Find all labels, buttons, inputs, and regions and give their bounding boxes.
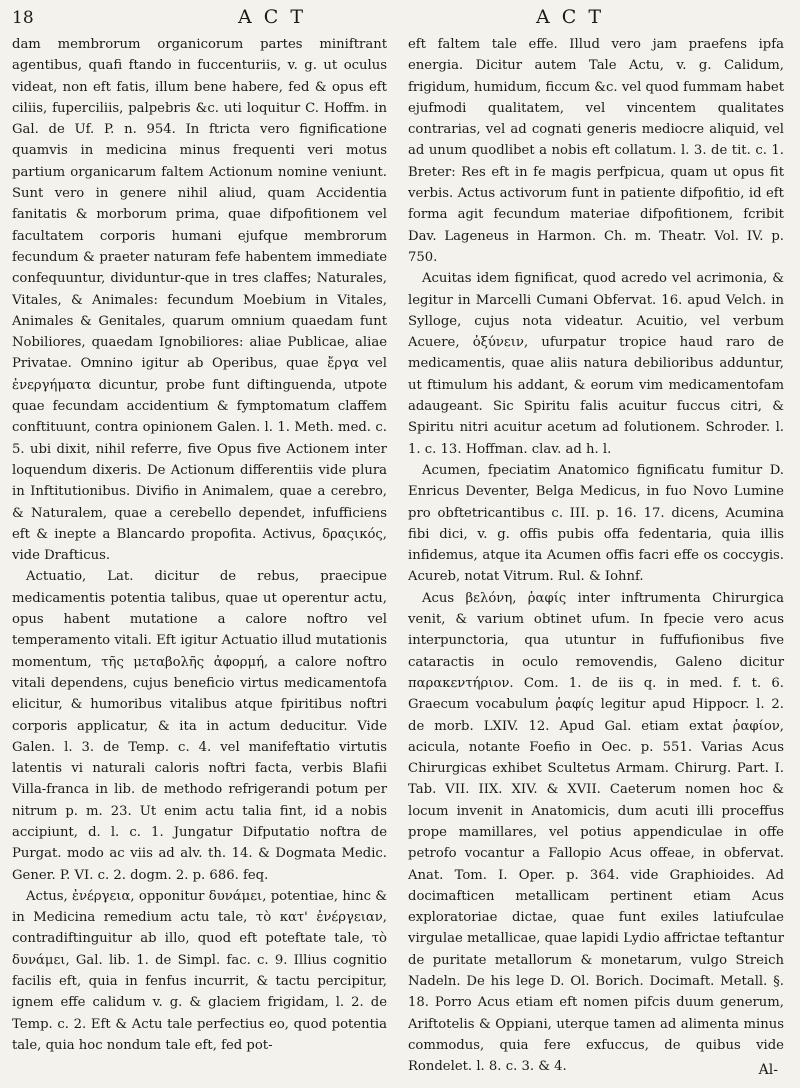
right-column — [408, 34, 784, 1078]
running-head-left: A C T — [238, 6, 307, 28]
catchword: Al- — [758, 1062, 778, 1078]
entry-actus: Actus, ἐνέργεια, opponitur δυνάμει, potentiae, hinc & in Medicina remedium actu tale, τὸ κατ' ἐνέργειαν, contradiftinguitur ab illo, quod eft poteftate tale, τὸ δυνάμει, Gal. lib. 1. de Simpl. fac. c. 9. Illius cognitio facilis eft, quia in fenfus incurrit, & tactu percipitur, ignem effe calidum v. g. & glaciem frigidam, l. 2. de Temp. c. 2. Eft & Actu tale perfectius eo, quod potentia tale, quia hoc nondum tale eft, fed pot- — [12, 888, 387, 1053]
entry-actuatio: Actuatio, Lat. dicitur de rebus, praecipue medicamentis potentia talibus, quae ut operentur actu, opus habent mutatione a calore noftro vel temperamento vitali. Eft igitur Actuatio illud mutationis momentum, τῆς μεταβολῆς ἀφορμή, a calore noftro vitali dependens, cujus beneficio virtus medicamentofa elicitur, & humoribus vitalibus atque fpiritibus noftri corporis applicatur, & ita in actum deducitur. Vide Galen. l. 3. de Temp. c. 4. vel manifeftatio virtutis latentis vi naturali caloris noftri facta, verbis Blafii Villa-franca in lib. de methodo refrigerandi potum per nitrum p. m. 23. Ut enim actu talia fint, id a nobis accipiunt, d. l. c. 1. Jungatur Difputatio noftra de Purgat. modo ac viis ad alv. th. 14. & Dogmata Medic. Gener. P. VI. c. 2. dogm. 2. p. 686. feq. — [12, 569, 387, 883]
page-number: 18 — [12, 8, 34, 28]
running-head-right: A C T — [536, 6, 605, 28]
entry-actio-continued: dam membrorum organicorum partes miniftrant agentibus, quafi ftando in fuccenturiis, v. g. ut oculus videat, non eft fatis, illum bene habere, fed & opus eft ciliis, fuperciliis, palpebris &c. uti loquitur C. Hoffm. in Gal. de Uf. P. n. 954. In ftricta vero fignificatione quamvis in medicina minus frequenti veri motus partium organicarum faltem Actionum nomine veniunt. Sunt vero in genere nihil aliud, quam Accidentia fanitatis & morborum prima, quae difpofitionem vel facultatem corporis humani ejufque membrorum fecundum & praeter naturam fefe habentem immediate confequuntur, dividuntur-que in tres claffes; Naturales, Vitales, & Animales: fecundum Moebium in Vitales, Animales & Genitales, quarum omnium quaedam funt Nobiliores, quaedam Ignobiliores: aliae Publicae, aliae Privatae. Omnino igitur ab Operibus, quae ἔργα vel ἐνεργήματα dicuntur, probe funt diftinguenda, utpote quae fecundam accidentium & fymptomatum claffem conftituunt, contra opinionem Galen. l. 1. Meth. med. c. 5. ubi dixit, nihil referre, five Opus five Actionem inter loquendum dixeris. De Actionum differentiis vide plura in Inftitutionibus. Divifio in Animalem, quae a cerebro, & Naturalem, quae a cerebello dependet, infufficiens eft & inepte a Blancardo propofita. Activus, δραςικός, vide Drafticus. — [12, 37, 387, 564]
entry-acumen: Acumen, fpeciatim Anatomico fignificatu fumitur D. Enricus Deventer, Belga Medicus, in fuo Novo Lumine pro obftetricantibus c. III. p. 16. 17. dicens, Acumina fibi dici, v. g. offis pubis offa fedentaria, quia illis infidemus, atque ita Acumen offis facri effe os coccygis. Acureb, notat Vitrum. Rul. & Iohnf. — [408, 462, 784, 585]
entry-acus: Acus βελόνη, ῥαφίς inter inftrumenta Chirurgica venit, & varium obtinet ufum. In fpecie vero acus interpunctoria, qua utuntur in fuffufionibus five cataractis in oculo removendis, Galeno dicitur παρακεντήριον. Com. 1. de iis q. in med. f. t. 6. Graecum vocabulum ῥαφίς legitur apud Hippocr. l. 2. de morb. LXIV. 12. Apud Gal. etiam extat ῥαφίον, acicula, notante Foefio in Oec. p. 551. Varias Acus Chirurgicas exhibet Scultetus Armam. Chirurg. Part. I. Tab. VII. IIX. XIV. & XVII. Caeterum nomen hoc & locum invenit in Anatomicis, dum acuti illi proceffus prope mamillares, vel potius appendiculae in offe petrofo vocantur a Fallopio Acus offeae, in obfervat. Anat. Tom. I. Oper. p. 364. vide Graphioides. Ad docimafticen metallicam pertinent etiam Acus exploratoriae dictae, quae funt exiles latiufculae virgulae metallicae, quae lapidi Lydio affrictae teftantur de puritate metallorum & monetarum, vulgo Streich Nadeln. De his lege D. Ol. Borich. Docimaft. Metall. §. 18. Porro Acus etiam eft nomen pifcis duum generum, Ariftotelis & Oppiani, uterque tamen ad alimenta minus commodus, quia fere exfuccus, de quibus vide Rondelet. l. 8. c. 3. & 4. — [408, 590, 784, 1075]
entry-acuitas: Acuitas idem fignificat, quod acredo vel acrimonia, & legitur in Marcelli Cumani Obfervat. 16. apud Velch. in Sylloge, cujus nota videatur. Acuitio, vel verbum Acuere, ὀξύνειν, ufurpatur tropice haud raro de medicamentis, quae aliis natura debilioribus adduntur, ut ftimulum his addant, & eorum vim medicamentofam adaugeant. Sic Spiritu falis acuitur fuccus citri, & Spiritu nitri acuitur acetum ad folutionem. Schroder. l. 1. c. 13. Hoffman. clav. ad h. l. — [408, 271, 784, 457]
entry-actus-continued: eft faltem tale effe. Illud vero jam praefens ipfa energia. Dicitur autem Tale Actu, v. g. Calidum, frigidum, humidum, ficcum &c. vel quod fummam habet ejufmodi qualitatem, vel vincentem qualitates contrarias, vel ad cognati generis mediocre aliquid, vel ad unum quodlibet a nobis eft collatum. l. 3. de tit. c. 1. Breter: Res eft in fe magis perfpicua, quam ut opus fit verbis. Actus activorum funt in patiente difpofitio, id eft forma agit fecundum materiae difpofitionem, fcribit Dav. Lageneus in Harmon. Ch. m. Theatr. Vol. IV. p. 750. — [408, 37, 784, 265]
left-column — [12, 34, 387, 1056]
